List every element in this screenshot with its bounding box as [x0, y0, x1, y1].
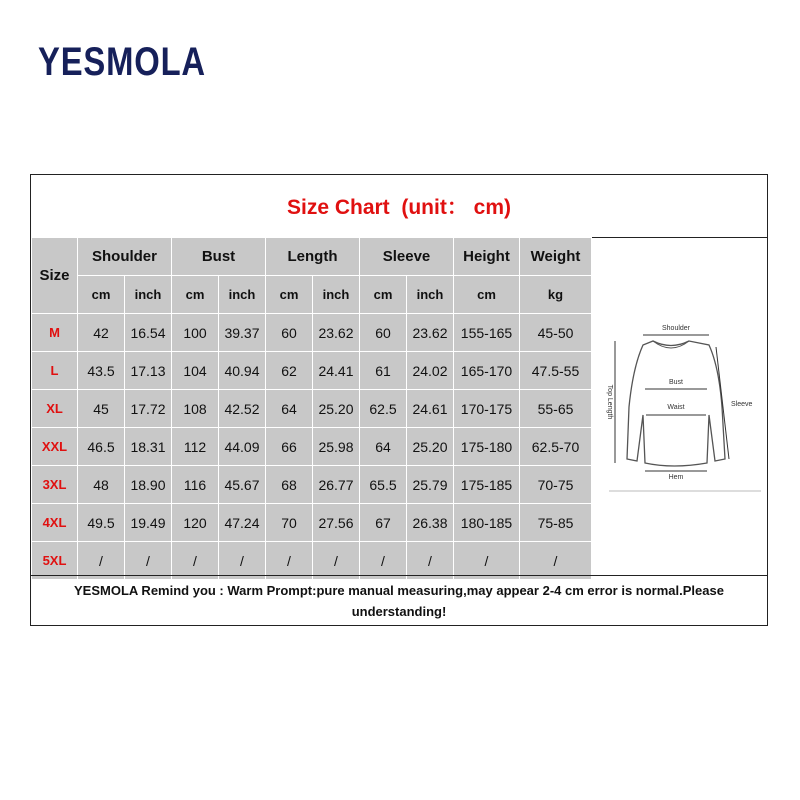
- table-cell: 68: [266, 466, 313, 504]
- table-cell: 104: [172, 352, 219, 390]
- table-cell: /: [172, 542, 219, 580]
- table-cell: 47.5-55: [520, 352, 592, 390]
- top-length-label: Top Length: [606, 384, 613, 420]
- group-header-weight: Weight: [520, 238, 592, 276]
- size-rows: [32, 314, 592, 580]
- table-cell: 47.24: [219, 504, 266, 542]
- footer-note: YESMOLA Remind you : Warm Prompt:pure manual measuring,may appear 2-4 cm error is normal.Please understanding!: [31, 575, 767, 625]
- table-cell: /: [520, 542, 592, 580]
- table-cell: 75-85: [520, 504, 592, 542]
- shirt-diagram: [591, 237, 767, 575]
- table-cell: 17.72: [125, 390, 172, 428]
- group-header-shoulder: Shoulder: [78, 238, 172, 276]
- table-row: [32, 352, 592, 390]
- table-cell: 45-50: [520, 314, 592, 352]
- shoulder-label: Shoulder: [661, 325, 691, 332]
- size-table: [31, 237, 592, 580]
- table-cell: 70-75: [520, 466, 592, 504]
- table-cell: 116: [172, 466, 219, 504]
- table-cell: 24.41: [313, 352, 360, 390]
- unit-row: [32, 276, 592, 314]
- table-cell: /: [360, 542, 407, 580]
- table-cell: /: [266, 542, 313, 580]
- table-cell: 43.5: [78, 352, 125, 390]
- table-cell: 165-170: [454, 352, 520, 390]
- unit-cell: inch: [313, 276, 360, 314]
- header-row: [32, 238, 592, 276]
- table-cell: /: [219, 542, 266, 580]
- unit-cell: cm: [266, 276, 313, 314]
- table-cell: 39.37: [219, 314, 266, 352]
- collar-icon: [653, 341, 689, 348]
- table-cell: 24.61: [407, 390, 454, 428]
- unit-cell: kg: [520, 276, 592, 314]
- table-cell: 17.13: [125, 352, 172, 390]
- table-cell: 25.20: [407, 428, 454, 466]
- table-cell: 46.5: [78, 428, 125, 466]
- table-cell: 64: [266, 390, 313, 428]
- waist-label: Waist: [667, 404, 685, 411]
- table-cell: 19.49: [125, 504, 172, 542]
- table-cell: 62: [266, 352, 313, 390]
- table-cell: 62.5: [360, 390, 407, 428]
- measurement-illustration: [591, 237, 767, 575]
- table-row: [32, 390, 592, 428]
- table-cell: 23.62: [407, 314, 454, 352]
- table-row: [32, 542, 592, 580]
- table-cell: 45.67: [219, 466, 266, 504]
- table-cell: 67: [360, 504, 407, 542]
- table-row: [32, 466, 592, 504]
- table-cell: 42.52: [219, 390, 266, 428]
- size-label: M: [32, 314, 78, 352]
- sleeve-line: [716, 347, 729, 459]
- table-cell: 170-175: [454, 390, 520, 428]
- table-cell: 55-65: [520, 390, 592, 428]
- table-cell: 155-165: [454, 314, 520, 352]
- table-cell: 25.98: [313, 428, 360, 466]
- unit-cell: inch: [125, 276, 172, 314]
- size-label: L: [32, 352, 78, 390]
- table-cell: /: [125, 542, 172, 580]
- size-label: 4XL: [32, 504, 78, 542]
- table-cell: 100: [172, 314, 219, 352]
- table-cell: 70: [266, 504, 313, 542]
- table-cell: 25.20: [313, 390, 360, 428]
- unit-cell: inch: [219, 276, 266, 314]
- size-label: 3XL: [32, 466, 78, 504]
- table-cell: 65.5: [360, 466, 407, 504]
- table-cell: 175-185: [454, 466, 520, 504]
- size-label: XXL: [32, 428, 78, 466]
- table-cell: 27.56: [313, 504, 360, 542]
- table-cell: 18.90: [125, 466, 172, 504]
- table-cell: 66: [266, 428, 313, 466]
- table-cell: 23.62: [313, 314, 360, 352]
- table-cell: 112: [172, 428, 219, 466]
- table-cell: /: [313, 542, 360, 580]
- table-cell: 45: [78, 390, 125, 428]
- table-row: [32, 504, 592, 542]
- table-cell: 26.38: [407, 504, 454, 542]
- table-cell: 64: [360, 428, 407, 466]
- size-header: Size: [32, 238, 78, 314]
- group-header-length: Length: [266, 238, 360, 276]
- table-cell: 26.77: [313, 466, 360, 504]
- size-chart: [30, 174, 768, 626]
- hem-label: Hem: [668, 474, 684, 481]
- table-cell: /: [454, 542, 520, 580]
- table-cell: 25.79: [407, 466, 454, 504]
- table-cell: 175-180: [454, 428, 520, 466]
- brand-logo: YESMOLA: [38, 40, 206, 84]
- table-cell: 44.09: [219, 428, 266, 466]
- table-row: [32, 314, 592, 352]
- table-cell: 18.31: [125, 428, 172, 466]
- bust-label: Bust: [668, 379, 684, 386]
- table-cell: 24.02: [407, 352, 454, 390]
- table-cell: 120: [172, 504, 219, 542]
- chart-title: Size Chart (unit： cm): [31, 175, 767, 238]
- table-cell: 60: [360, 314, 407, 352]
- table-cell: 61: [360, 352, 407, 390]
- table-row: [32, 428, 592, 466]
- size-label: XL: [32, 390, 78, 428]
- sleeve-label: Sleeve: [731, 401, 753, 408]
- size-label: 5XL: [32, 542, 78, 580]
- table-cell: 40.94: [219, 352, 266, 390]
- group-header-bust: Bust: [172, 238, 266, 276]
- group-header-height: Height: [454, 238, 520, 276]
- table-cell: 48: [78, 466, 125, 504]
- table-cell: 49.5: [78, 504, 125, 542]
- unit-cell: inch: [407, 276, 454, 314]
- unit-cell: cm: [360, 276, 407, 314]
- group-header-sleeve: Sleeve: [360, 238, 454, 276]
- table-cell: 42: [78, 314, 125, 352]
- table-cell: 60: [266, 314, 313, 352]
- unit-cell: cm: [172, 276, 219, 314]
- table-cell: 16.54: [125, 314, 172, 352]
- table-cell: /: [78, 542, 125, 580]
- table-cell: 180-185: [454, 504, 520, 542]
- unit-cell: cm: [454, 276, 520, 314]
- table-cell: 62.5-70: [520, 428, 592, 466]
- table-cell: /: [407, 542, 454, 580]
- unit-cell: cm: [78, 276, 125, 314]
- table-cell: 108: [172, 390, 219, 428]
